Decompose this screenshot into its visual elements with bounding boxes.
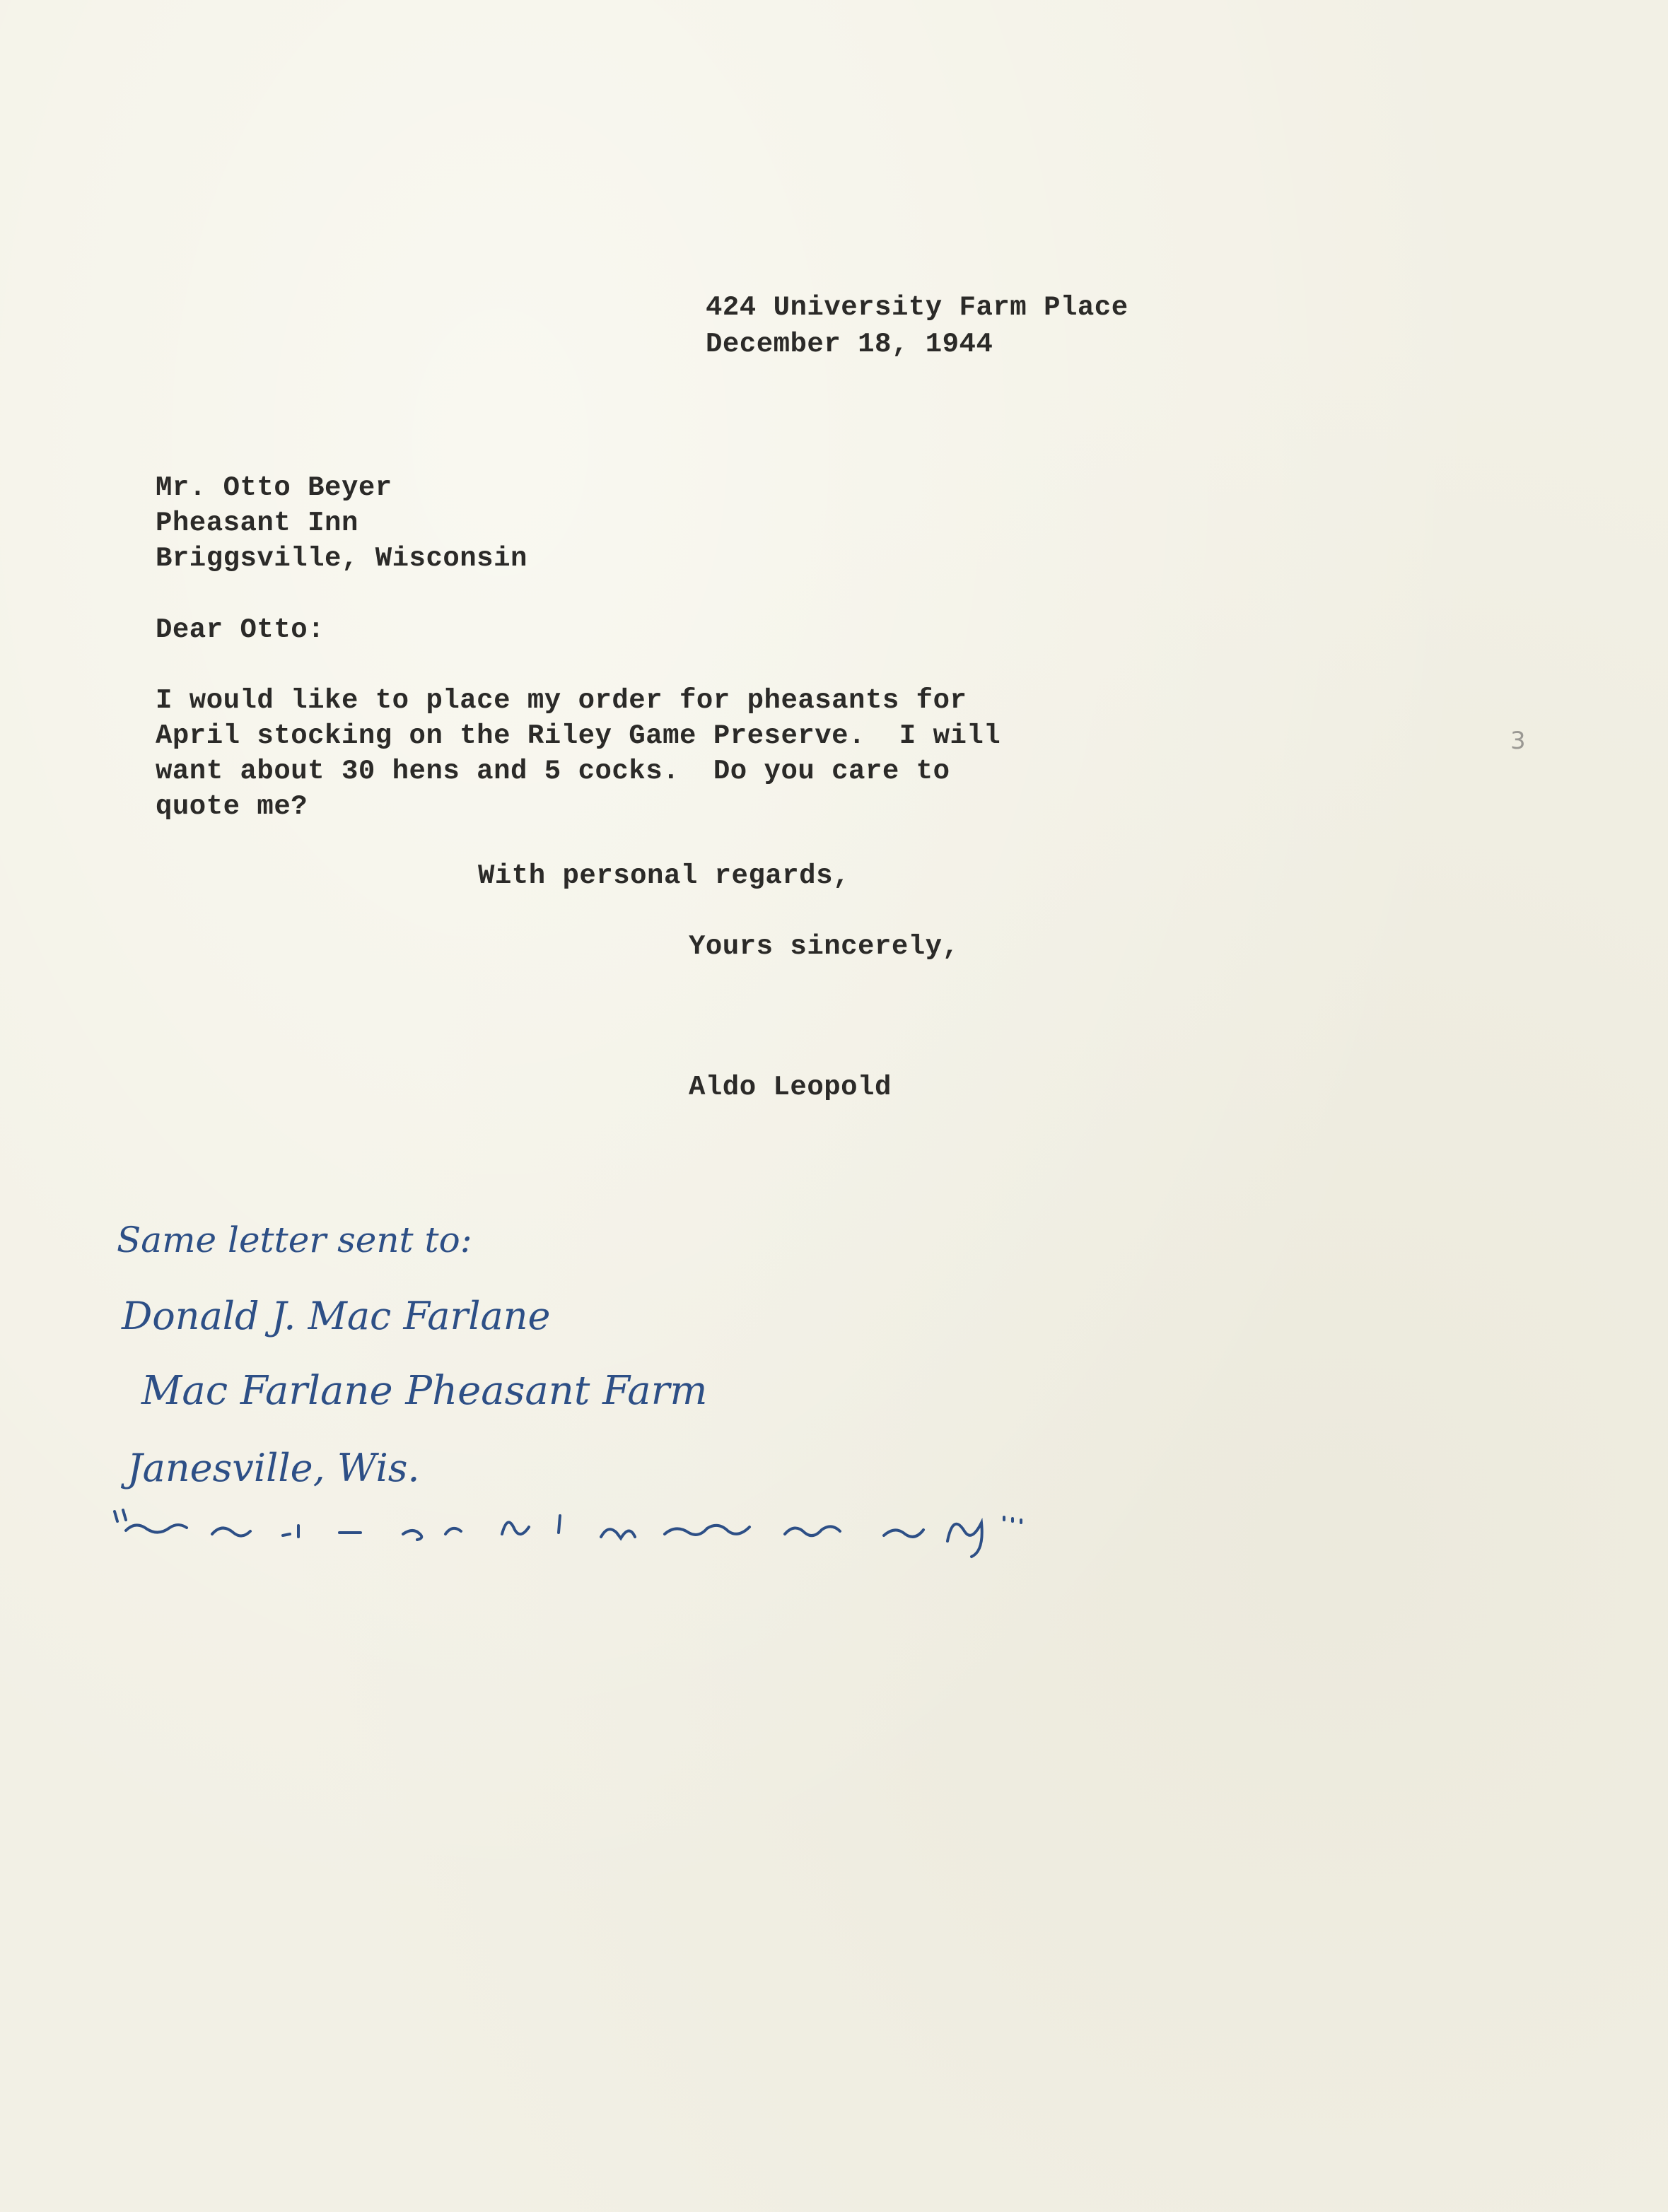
annotation-line: Janesville, Wis.	[127, 1446, 420, 1490]
closing: Yours sincerely,	[689, 931, 960, 962]
regards: With personal regards,	[478, 860, 850, 891]
recipient-name: Mr. Otto Beyer	[156, 472, 392, 503]
body-line: April stocking on the Riley Game Preserve. I will	[156, 720, 1001, 751]
page-number: 3	[1510, 727, 1526, 755]
annotation-intro: Same letter sent to:	[117, 1219, 472, 1260]
recipient-city: Briggsville, Wisconsin	[156, 543, 527, 574]
body-line: quote me?	[156, 791, 308, 822]
body-line: want about 30 hens and 5 cocks. Do you care to	[156, 756, 950, 787]
ditto-scribble	[106, 1492, 1131, 1569]
annotation-line: Mac Farlane Pheasant Farm	[141, 1368, 708, 1414]
sender-street: 424 University Farm Place	[706, 292, 1128, 323]
salutation: Dear Otto:	[156, 614, 325, 645]
annotation-line: Donald J. Mac Farlane	[122, 1294, 551, 1338]
letter-date: December 18, 1944	[706, 329, 993, 360]
signature: Aldo Leopold	[689, 1072, 892, 1103]
body-line: I would like to place my order for pheasants for	[156, 685, 967, 716]
recipient-business: Pheasant Inn	[156, 508, 358, 539]
